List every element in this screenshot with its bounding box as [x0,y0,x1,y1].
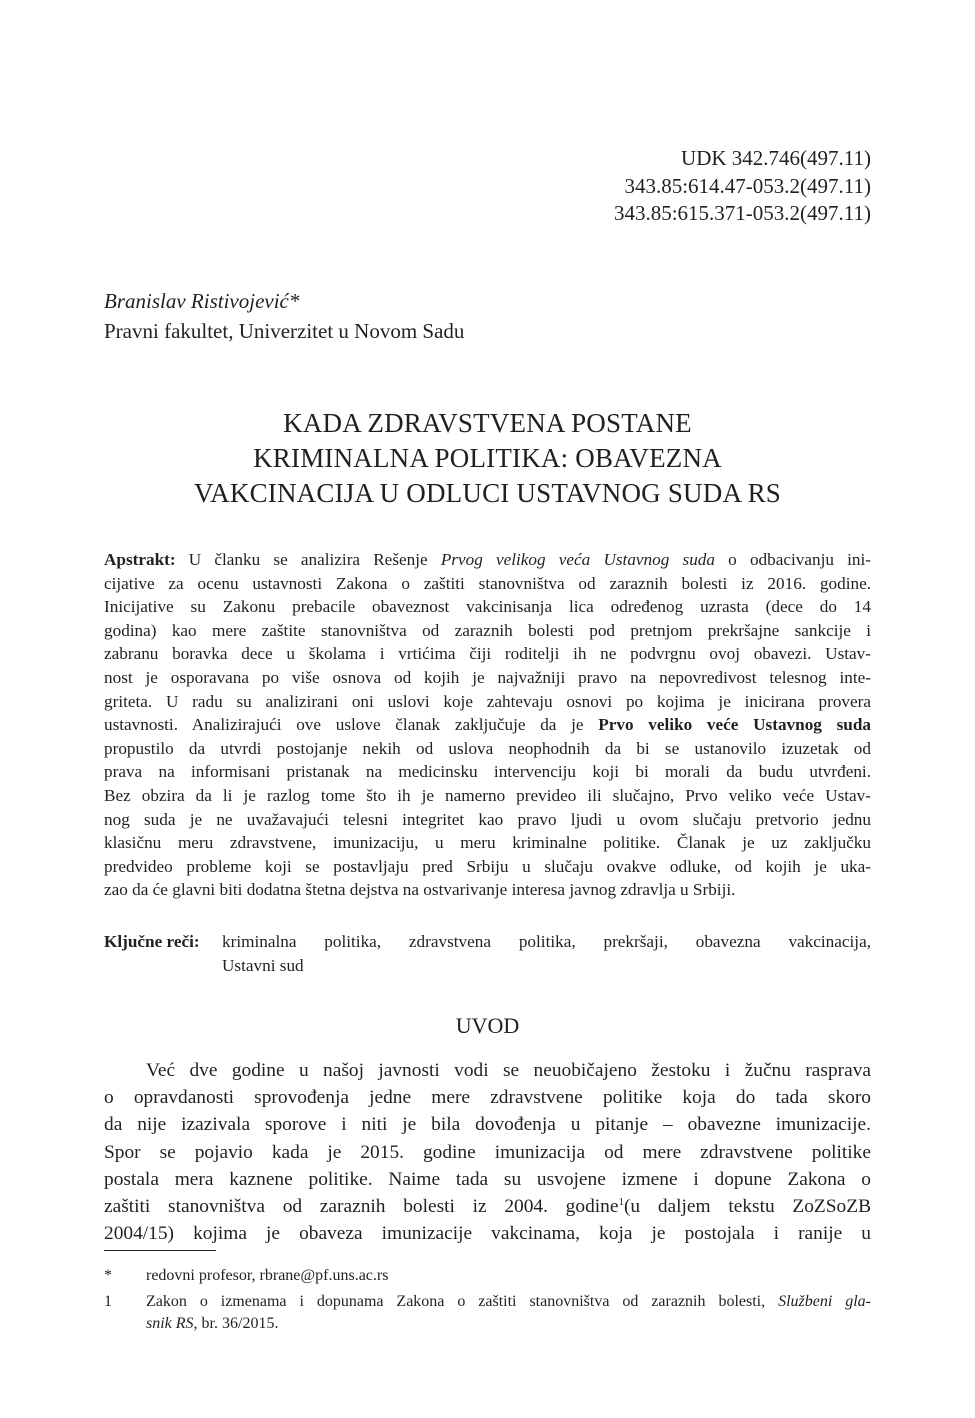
body-line: postala mera kaznene politike. Naime tada su usvojene izmene i dopune Zakona o [104,1168,871,1190]
keywords-label: Ključne reči: [104,932,200,951]
footnote-text: redovni profesor, rbrane@pf.uns.ac.rs [146,1267,389,1284]
footnote-mark: 1 [104,1293,112,1310]
abstract-line: klasičnu meru zdravstvene, imunizaciju, u meru kriminalne politike. Članak je uz zaključku [104,833,871,853]
udk-classification [614,145,871,228]
footnote-divider [104,1250,216,1251]
abstract-italic-text: Prvog velikog veća Ustavnog suda [440,550,715,569]
abstract-text: o odbacivanju ini- [715,550,871,569]
footnote-reference[interactable]: 1 [618,1195,624,1208]
abstract-label: Apstrakt: [104,550,176,569]
udk-line: 343.85:614.47-053.2(497.11) [624,173,871,198]
abstract-text: U članku se analizira Rešenje [175,550,441,569]
abstract-line: nog suda je ne uvažavajući telesni integritet kao pravo ljudi u ovom slučaju pretvorio jednu [104,809,871,829]
abstract-bold-text: Prvo veliko veće Ustavnog suda [598,715,871,735]
body-line [104,1193,871,1220]
footnote-text: Zakon o izmenama i dopunama Zakona o zaštiti stanovništva od zaraznih bolesti, [146,1293,779,1310]
abstract-text: ustavnosti. Analizirajući ove uslove članak zaključuje da je [104,715,599,735]
abstract-line: godina) kao mere zaštite stanovništva od zaraznih bolesti pod pretnjom prekršajne sankcije i [104,620,871,640]
footnotes [104,1265,871,1339]
abstract-line [104,713,871,737]
footnote [104,1265,871,1287]
udk-line: UDK 342.746(497.11) [681,146,871,170]
body-line: o opravdanosti sprovođenja jedne mere zdravstvene politike koja do tada skoro [104,1087,871,1109]
author-affiliation: Pravni fakultet, Univerzitet u Novom Sadu [104,319,465,343]
keywords [104,930,871,977]
body-paragraph [104,1057,871,1247]
abstract-line: cijative za ocenu ustavnosti Zakona o zaštiti stanovništva od zaraznih bolesti iz 2016. godine. [104,573,871,593]
body-text: (u daljem tekstu ZoZSoZB [623,1195,872,1217]
body-line: 2004/15) kojima je obaveza imunizacije vakcinama, koja je postojala i ranije u [104,1223,871,1245]
title-line: VAKCINACIJA U ODLUCI USTAVNOG SUDA RS [193,478,782,508]
abstract-line: Inicijative su Zakonu prebacile obaveznost vakcinisanja lica određenog uzrasta (dece do 14 [104,597,871,617]
section-heading: UVOD [455,1013,520,1038]
author-name: Branislav Ristivojević* [104,289,300,313]
abstract-line: predvideo probleme koji se postavljaju pred Srbiju u slučaju ovakve odluke, od kojih je uka- [104,856,871,876]
footnote-mark: * [104,1267,112,1284]
paper-title [104,406,871,511]
body-line: Već dve godine u našoj javnosti vodi se neuobičajeno žestoku i žučnu rasprava [146,1060,871,1081]
abstract-line: zabranu boravka dece u školama i vrtićima čiji roditelji ih ne podvrgnu ovoj obavezi. Ustav- [104,644,871,664]
udk-line: 343.85:615.371-053.2(497.11) [613,201,871,225]
abstract-line: griteta. U radu su analizirani oni uslovi koje zahtevaju osnovi po kojima je inicirana provera [104,691,871,711]
abstract-line: prava na informisani pristanak na medicinsku intervenciju koji bi morali da budu utvrđeni. [104,762,871,782]
body-line: Spor se pojavio kada je 2015. godine imunizacija od mere zdravstvene politike [104,1141,871,1163]
keywords-line: Ustavni sud [222,955,304,975]
footnote-italic-text: Službeni gla- [778,1293,871,1310]
title-line: KRIMINALNA POLITIKA: OBAVEZNA [253,443,722,473]
body-line: da nije izazivala sporove i niti je bila dovođenja u pitanje – obavezne imunizacije. [104,1114,871,1136]
author-block [104,286,464,346]
body-text: zaštiti stanovništva od zaraznih bolesti iz 2004. godine [104,1195,619,1217]
abstract-line: nost je osporavana po više osnova od kojih je najvažniji pravo na nepovredivost telesnog inte- [104,667,871,687]
abstract-line: zao da će glavni biti dodatna štetna dejstva na ostvarivanje interesa javnog zdravlja u Srbiji. [104,880,736,900]
abstract-line: propustilo da utvrdi postojanje nekih od uslova neophodnih da bi se ustanovilo izuzetak od [104,738,871,758]
title-line: KADA ZDRAVSTVENA POSTANE [283,408,692,438]
abstract [104,548,871,902]
footnote-text: br. 36/2015. [197,1315,279,1332]
footnote-line [146,1313,871,1335]
footnote [104,1291,871,1335]
abstract-line [104,548,871,572]
footnote-italic-text: snik RS, [146,1315,198,1332]
keywords-line: kriminalna politika, zdravstvena politika, prekršaji, obavezna vakcinacija, [222,932,871,951]
abstract-line: Bez obzira da li je razlog tome što ih je namerno prevideo ili slučajno, Prvo veliko veće Ustav- [104,785,871,805]
footnote-line [146,1291,871,1313]
